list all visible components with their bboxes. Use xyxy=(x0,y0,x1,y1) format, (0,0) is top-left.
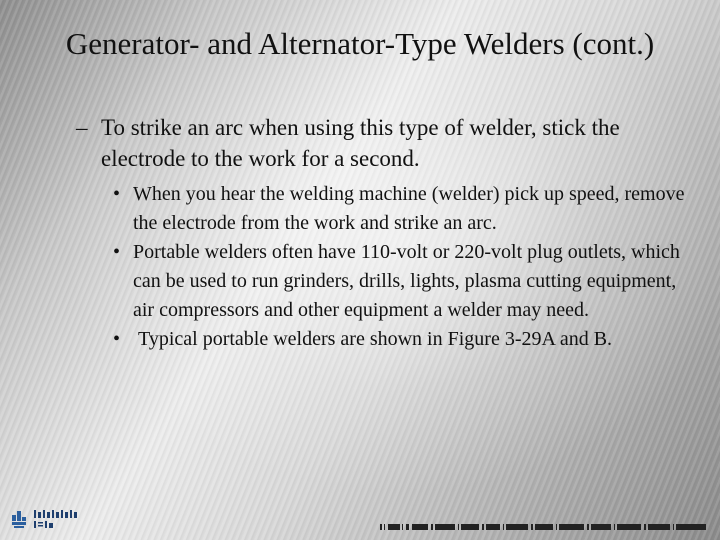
dash-marker: – xyxy=(76,115,88,140)
bullet-text: Portable welders often have 110-volt or 220-volt plug outlets, which can be used to run grinders, drills, lights, plasma cutting equipment, air compressors and other equipment a welder may need. xyxy=(133,241,680,321)
bullet-text: When you hear the welding machine (welder) pick up speed, remove the electrode from the work and strike an arc. xyxy=(133,183,685,234)
publisher-logo-icon xyxy=(10,505,90,533)
bullet-item xyxy=(113,325,693,354)
level1-text: To strike an arc when using this type of welder, stick the electrode to the work for a second. xyxy=(101,115,620,171)
bullet-item xyxy=(113,238,693,325)
bullet-marker: • xyxy=(113,183,121,205)
footer-barcode-icon xyxy=(380,524,710,530)
bullet-marker: • xyxy=(113,328,121,350)
bullet-text: Typical portable welders are shown in Figure 3-29A and B. xyxy=(133,328,613,350)
bullet-marker: • xyxy=(113,241,121,263)
level1-item xyxy=(76,112,676,174)
footer-barcode xyxy=(380,524,710,530)
slide-title: Generator- and Alternator-Type Welders (cont.) xyxy=(65,26,655,61)
bullet-item xyxy=(113,180,693,238)
bullet-list xyxy=(113,180,693,354)
